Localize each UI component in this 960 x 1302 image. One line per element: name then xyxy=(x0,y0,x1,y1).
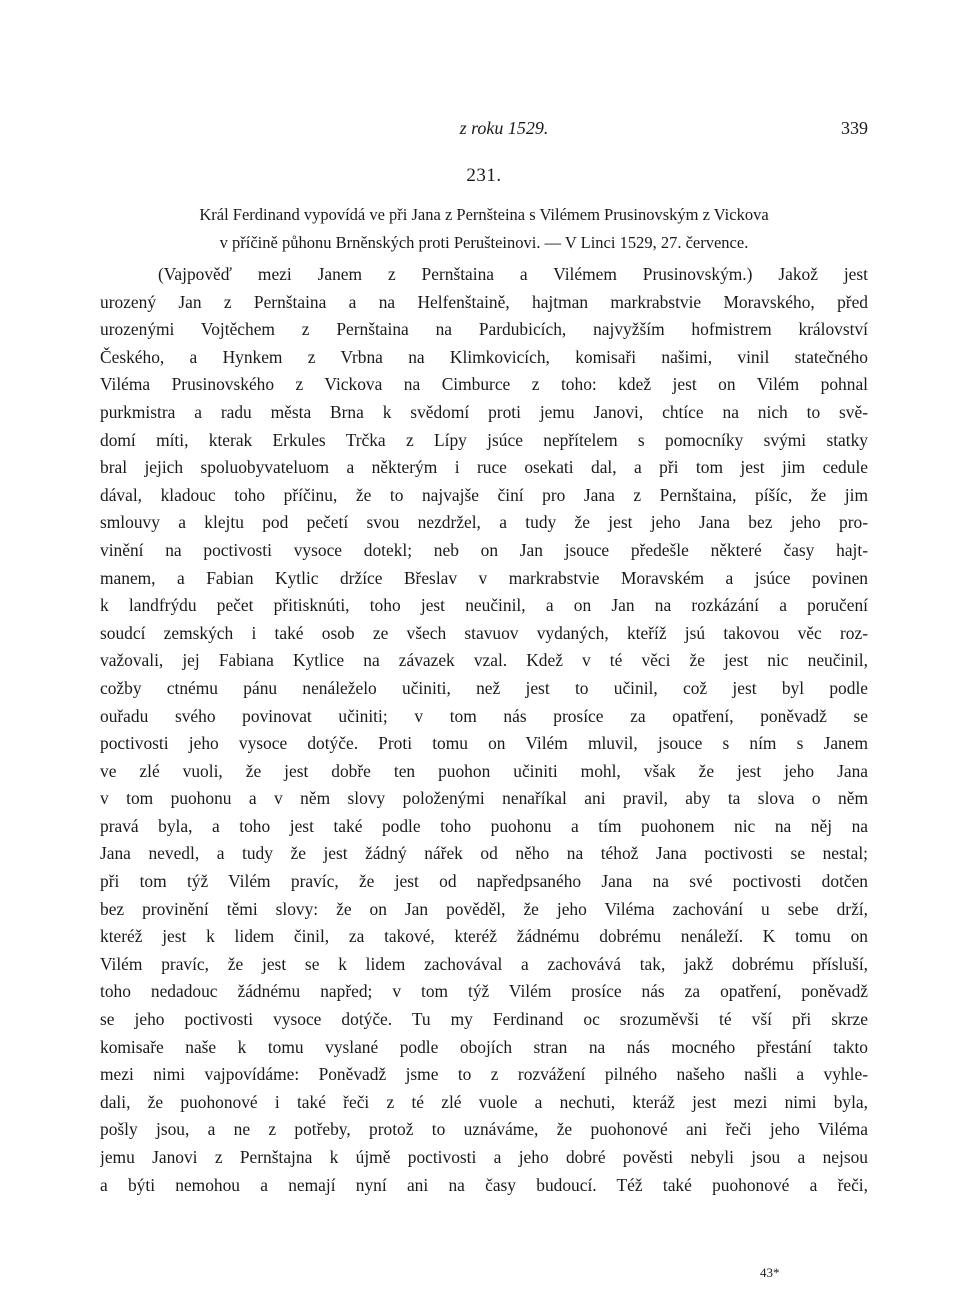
text-line: bral jejich spoluobyvateluom a některým i ruce osekati dal, a při tom jest jim cedule xyxy=(100,457,868,478)
text-line: domí míti, kterak Erkules Trčka z Lípy jsúce nepřítelem s pomocníky svými statky xyxy=(100,429,868,450)
text-line: urozený Jan z Pernštaina a na Helfenštaině, hajtman markrabstvie Moravského, před xyxy=(100,291,868,312)
document-number: 231. xyxy=(466,165,502,186)
text-line: a býti nemohou a nemají nyní ani na časy budoucí. Též také puohonové a řeči, xyxy=(100,1174,868,1195)
text-line: manem, a Fabian Kytlic držíce Břeslav v markrabstvie Moravském a jsúce povinen xyxy=(100,567,868,588)
text-line: Českého, a Hynkem z Vrbna na Klimkovicích, komisaři našimi, vinil statečného xyxy=(100,346,868,367)
text-line: soudcí zemských i také osob ze všech stavuov vydaných, kteříž jsú takovou věc roz- xyxy=(100,622,868,643)
text-line: (Vajpověď mezi Janem z Pernštaina a Vilémem Prusinovským.) Jakož jest xyxy=(158,264,868,284)
text-line: vinění na poctivosti vysoce dotekl; neb on Jan jsouce předešle některé časy hajt- xyxy=(100,539,868,560)
text-line: toho nedadouc žádnému napřed; v tom týž Vilém prosíce nás za opatření, poněvadž xyxy=(100,981,868,1002)
text-line: Vilém pravíc, že jest se k lidem zachovával a zachovává tak, jakž dobrému přísluší, xyxy=(100,953,868,974)
text-line: urozenými Vojtěchem z Pernštaina na Pardubicích, najvyžším hofmistrem království xyxy=(100,319,868,340)
running-head xyxy=(100,116,868,140)
document-regest xyxy=(100,201,868,257)
printer-signature-mark: 43* xyxy=(760,1265,780,1280)
text-line: bez provinění těmi slovy: že on Jan pověděl, že jeho Viléma zachování u sebe drží, xyxy=(100,898,868,919)
text-line: Viléma Prusinovského z Vickova na Cimburce z toho: kdež jest on Vilém pohnal xyxy=(100,374,868,395)
text-line: smlouvy a klejtu pod pečetí svou nezdržel, a tudy že jest jeho Jana bez jeho pro- xyxy=(100,512,868,533)
text-line: dával, kladouc toho příčinu, že to najvajše činí pro Jana z Pernštaina, píšíc, že jim xyxy=(100,484,868,505)
text-line: mezi nimi vajpovídáme: Poněvadž jsme to z rozvážení pilného našeho našli a vyhle- xyxy=(100,1064,868,1085)
text-line: dali, že puohonové i také řeči z té zlé vuole a nechuti, kteráž jest mezi nimi byla, xyxy=(100,1091,868,1112)
regest-line: Král Ferdinand vypovídá ve při Jana z Pernšteina s Vilémem Prusinovským z Vickova xyxy=(199,205,769,224)
text-line: važovali, jej Fabiana Kytlice na závazek vzal. Kdež v té věci že jest nic neučinil, xyxy=(100,650,868,671)
text-line: v tom puohonu a v něm slovy položenými nenaříkal ani pravil, aby ta slova o něm xyxy=(100,788,868,809)
running-title: z roku 1529. xyxy=(459,118,549,138)
text-line: purkmistra a radu města Brna k svědomí proti jemu Janovi, chtíce na nich to svě- xyxy=(100,401,868,422)
text-line: poctivosti jeho vysoce dotýče. Proti tomu on Vilém mluvil, jsouce s ním s Janem xyxy=(100,733,868,754)
text-line: ve zlé vuoli, že jest dobře ten puohon učiniti mohl, však že jest jeho Jana xyxy=(100,760,868,781)
text-line: při tom týž Vilém pravíc, že jest od napředpsaného Jana na své poctivosti dotčen xyxy=(100,871,868,892)
text-line: pošly jsou, a ne z potřeby, protož to uznáváme, že puohonové ani řeči jeho Viléma xyxy=(100,1119,868,1140)
text-line: cožby ctnému pánu nenáleželo učiniti, než jest to učinil, což jest byl podle xyxy=(100,677,868,698)
text-line: Jana nevedl, a tudy že jest žádný nářek od něho na téhož Jana poctivosti se nestal; xyxy=(100,843,868,864)
regest-line: v příčině půhonu Brněnských proti Perušteinovi. — V Linci 1529, 27. července. xyxy=(219,233,749,252)
text-line: komisaře naše k tomu vyslané podle obojích stran na nás mocného přestání takto xyxy=(100,1036,868,1057)
text-line: jemu Janovi z Pernštajna k újmě poctivosti a jeho dobré pověsti nebyli jsou a nejsou xyxy=(100,1147,868,1167)
text-line: k landfrýdu pečet přitisknúti, toho jest neučinil, a on Jan na rozkázání a poručení xyxy=(100,595,868,616)
text-line: se jeho poctivosti vysoce dotýče. Tu my Ferdinand oc srozuměvši té vší při skrze xyxy=(100,1009,868,1030)
text-line: pravá byla, a toho jest také podle toho puohonu a tím puohonem nic na něj na xyxy=(100,815,868,836)
document-body xyxy=(100,261,868,1199)
text-line: kteréž jest k lidem činil, za takové, kteréž žádnému dobrému nenáleží. K tomu on xyxy=(100,926,868,947)
text-line: ouřadu svého povinovat učiniti; v tom nás prosíce za opatření, poněvadž se xyxy=(100,705,868,726)
page-number: 339 xyxy=(841,118,868,138)
